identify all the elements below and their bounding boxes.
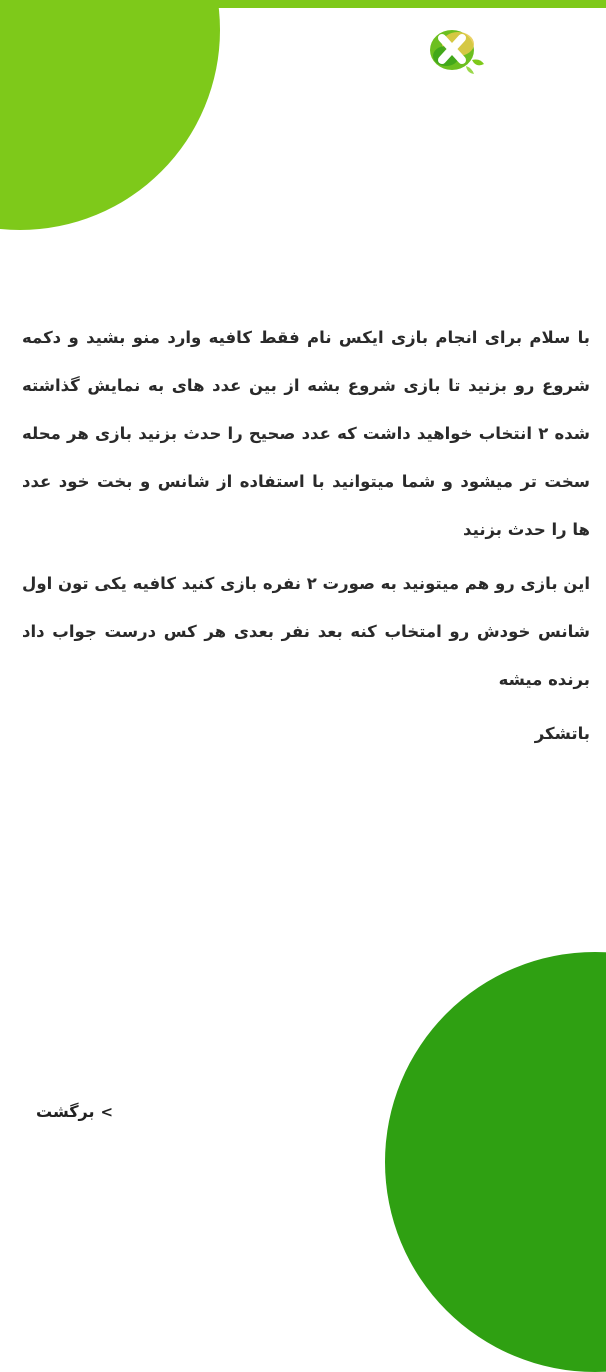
instructions-paragraph-1: با سلام برای انجام بازی ایکس نام فقط کافیه وارد منو بشید و دکمه شروع رو بزنید تا بازی شروع بشه از بین عدد های به نمایش گذاشته شده ۲ انتخاب خواهید داشت که عدد صحیح را حدث بزنید بازی هر محله سخت تر میشود و شما میتوانید با استفاده از شانس و بخت خود عدد ها را حدث بزنید [22, 328, 590, 539]
instructions-paragraph-2: این بازی رو هم میتونید به صورت ۲ نفره بازی کنید کافیه یکی تون اول شانس خودش رو امتخاب کنه بعد نفر بعدی هر کس درست جواب داد برنده میشه [22, 574, 590, 689]
game-instructions [22, 314, 590, 764]
back-button-label: برگشت [36, 1102, 95, 1121]
decorative-circle-top [0, 0, 220, 230]
decorative-circle-bottom [385, 952, 606, 1372]
x-logo-icon [428, 26, 486, 74]
back-button[interactable] [36, 1102, 113, 1121]
thanks-text: باتشکر [534, 724, 590, 743]
chevron-right-icon: > [100, 1102, 114, 1121]
